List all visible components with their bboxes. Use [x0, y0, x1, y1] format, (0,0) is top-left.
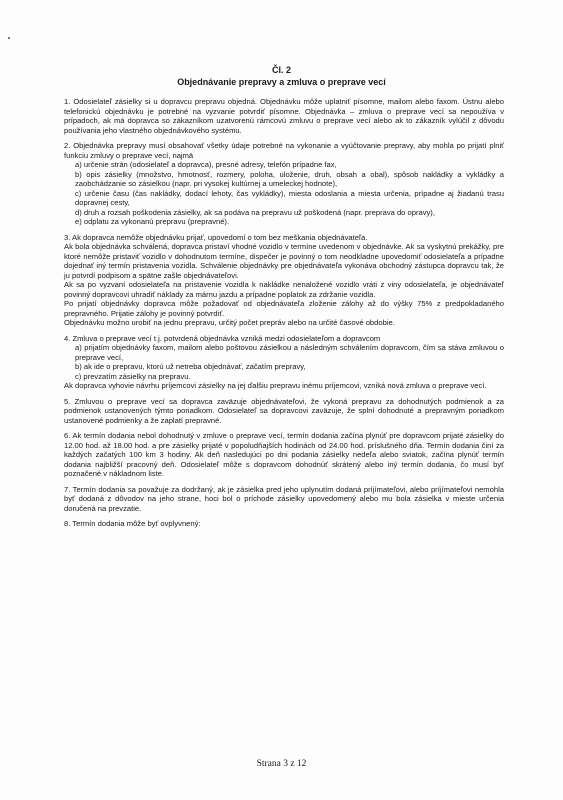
- section-4-closing: Ak dopravca vyhovie návrhu príjemcovi zásielky na jej ďalšiu prepravu inému príjemcovi, vzniká nová zmluva o preprave vecí.: [64, 381, 487, 390]
- section-4-item-a: a) prijatím objednávky faxom, mailom alebo poštovou zásielkou a následným schválením dopravcom, čím sa stáva zmluvou o preprave vecí,: [75, 343, 504, 362]
- section-2-item-a: a) určenie strán (odosielateľ a dopravca), presné adresy, telefón prípadne fax,: [75, 160, 337, 169]
- section-1: 1. Odosielateľ zásielky si u dopravcu prepravu objedná. Objednávku môže uplatniť písomne, mailom alebo faxom. Ústnu alebo telefonickú objednávku je potrebné na vyzvanie potvrdiť písomne. Objednávka – zmluva o preprave vecí sa nepoužíva v prípadoch, ak má dopravca so zákazníkom uzatvorenú rámcovú zmluvu o preprave vecí alebo ak to zákazník vylúčil z dôvodu používania jeho vlastného objednávkového systému.: [64, 97, 504, 135]
- section-2-item-b: b) opis zásielky (množstvo, hmotnosť, rozmery, poloha, uloženie, druh, obsah a obal), spôsob nakládky a vykládky a zaobchádzanie so zásielkou (napr. pri vysokej kultúrnej a umeleckej hodnote),: [75, 169, 504, 188]
- section-5: 5. Zmluvou o preprave vecí sa dopravca zaväzuje objednávateľovi, že vykoná prepravu za dohodnutých podmienok a za podmienok ustanovených týmto poriadkom. Odosielateľ sa dopravcovi zaväzuje, že splní dohodnuté a prepravným poriadkom ustanovené podmienky a že zaplatí prepravné.: [64, 396, 504, 425]
- section-2-item-d: d) druh a rozsah poškodenia zásielky, ak sa podáva na prepravu už poškodená (napr. preprava do opravy),: [75, 207, 435, 217]
- section-4-intro: 4. Zmluva o preprave vecí t.j. potvrdená objednávka vzniká medzi odosielateľom a dopravcom: [64, 333, 381, 343]
- section-8: 8. Termín dodania môže byť ovplyvnený:: [64, 519, 201, 528]
- section-4-item-c: c) prevzatím zásielky na prepravu.: [75, 371, 191, 381]
- section-3-para-2: Ak bola objednávka schválená, dopravca pristaví vhodné vozidlo v termíne uvedenom v objednávke. Ak sa vyskytnú prekážky, pre ktoré nemôže pristaviť vozidlo v dohodnutom termíne, dispečer je povinný o tom neodkladne upovedomiť odosielateľa a prípadne dojednať iný termín pristavenia vozidla. Schválenie objednávky pre objednávateľa vykonáva obchodný zástupca dopravcu tak, že ju potvrdí podpisom a spätne zašle objednávateľovi.: [64, 242, 504, 280]
- document-body: [64, 97, 504, 535]
- section-3-para-1: 3. Ak dopravca nemôže objednávku prijať, upovedomí o tom bez meškania objednávateľa.: [64, 232, 368, 242]
- section-2-item-e: e) odplatu za vykonanú prepravu (prepravné).: [75, 217, 230, 226]
- section-4-item-b: b) ak ide o prepravu, ktorú už netreba objednávať, začatím prepravy,: [75, 362, 306, 371]
- page-number: Strana 3 z 12: [256, 759, 307, 769]
- article-title: Objednávanie prepravy a zmluva o preprave vecí: [177, 77, 386, 87]
- section-6: 6. Ak termín dodania nebol dohodnutý v zmluve o preprave vecí, termín dodania začína plynúť pre dopravcom prijaté zásielky do 12.00 hod. až 18.00 hod. a pre zásielky prijaté v popoludňajších hodinách od 24.00 hod. príslušného dňa. Termín dodania činí za každých začatých 100 km 3 hodiny. Ak deň nasledujúci po dni podania zásielky nedeľa alebo sviatok, začína plynúť termín dodania najbližší pracovný deň. Odosielateľ môže s dopravcom dohodnúť skrátený alebo iný termín dodania, čo musí byť poznačené v nákladnom liste.: [64, 431, 504, 478]
- scan-mark: [8, 37, 10, 39]
- section-7: 7. Termín dodania sa považuje za dodržaný, ak je zásielka pred jeho uplynutím dodaná príjímateľovi, alebo príjímateľovi nemohla byť dodaná z dôvodov na jeho strane, hoci bol o príchode zásielky upovedomený alebo mu bola zásielka v mieste určenia doručená na prevzatie.: [64, 484, 504, 513]
- section-3-para-3: Ak sa po vyzvaní odosielateľa na pristavenie vozidla k nakládke nenaložené vozidlo vráti z viny odosielateľa, je objednávateľ povinný dopravcovi uhradiť náklady za márnu jazdu a prípadne poplatok za zdržanie vozidla.: [64, 280, 504, 299]
- section-2-intro: 2. Objednávka prepravy musí obsahovať všetky údaje potrebné na vykonanie a vyúčtovanie prepravy, aby mohla po prijatí plniť funkciu zmluvy o preprave vecí, najmä: [64, 141, 504, 160]
- section-2-item-c: c) určenie času (čas nakládky, dodací lehoty, čas vykládky), miesta odoslania a miesta určenia, prípadne aj žiadanú trasu dopravnej cesty,: [75, 188, 504, 207]
- section-3-para-5: Objednávku možno urobiť na jednu prepravu, určitý počet prepráv alebo na určité časové obdobie.: [64, 318, 395, 327]
- article-number: Čl. 2: [271, 65, 291, 75]
- section-3-para-4: Po prijatí objednávky dopravca môže požadovať od objednávateľa zloženie zálohy až do výšky 75% z predpokladaného prepravného. Prijatie zálohy je povinný potvrdiť.: [64, 299, 504, 318]
